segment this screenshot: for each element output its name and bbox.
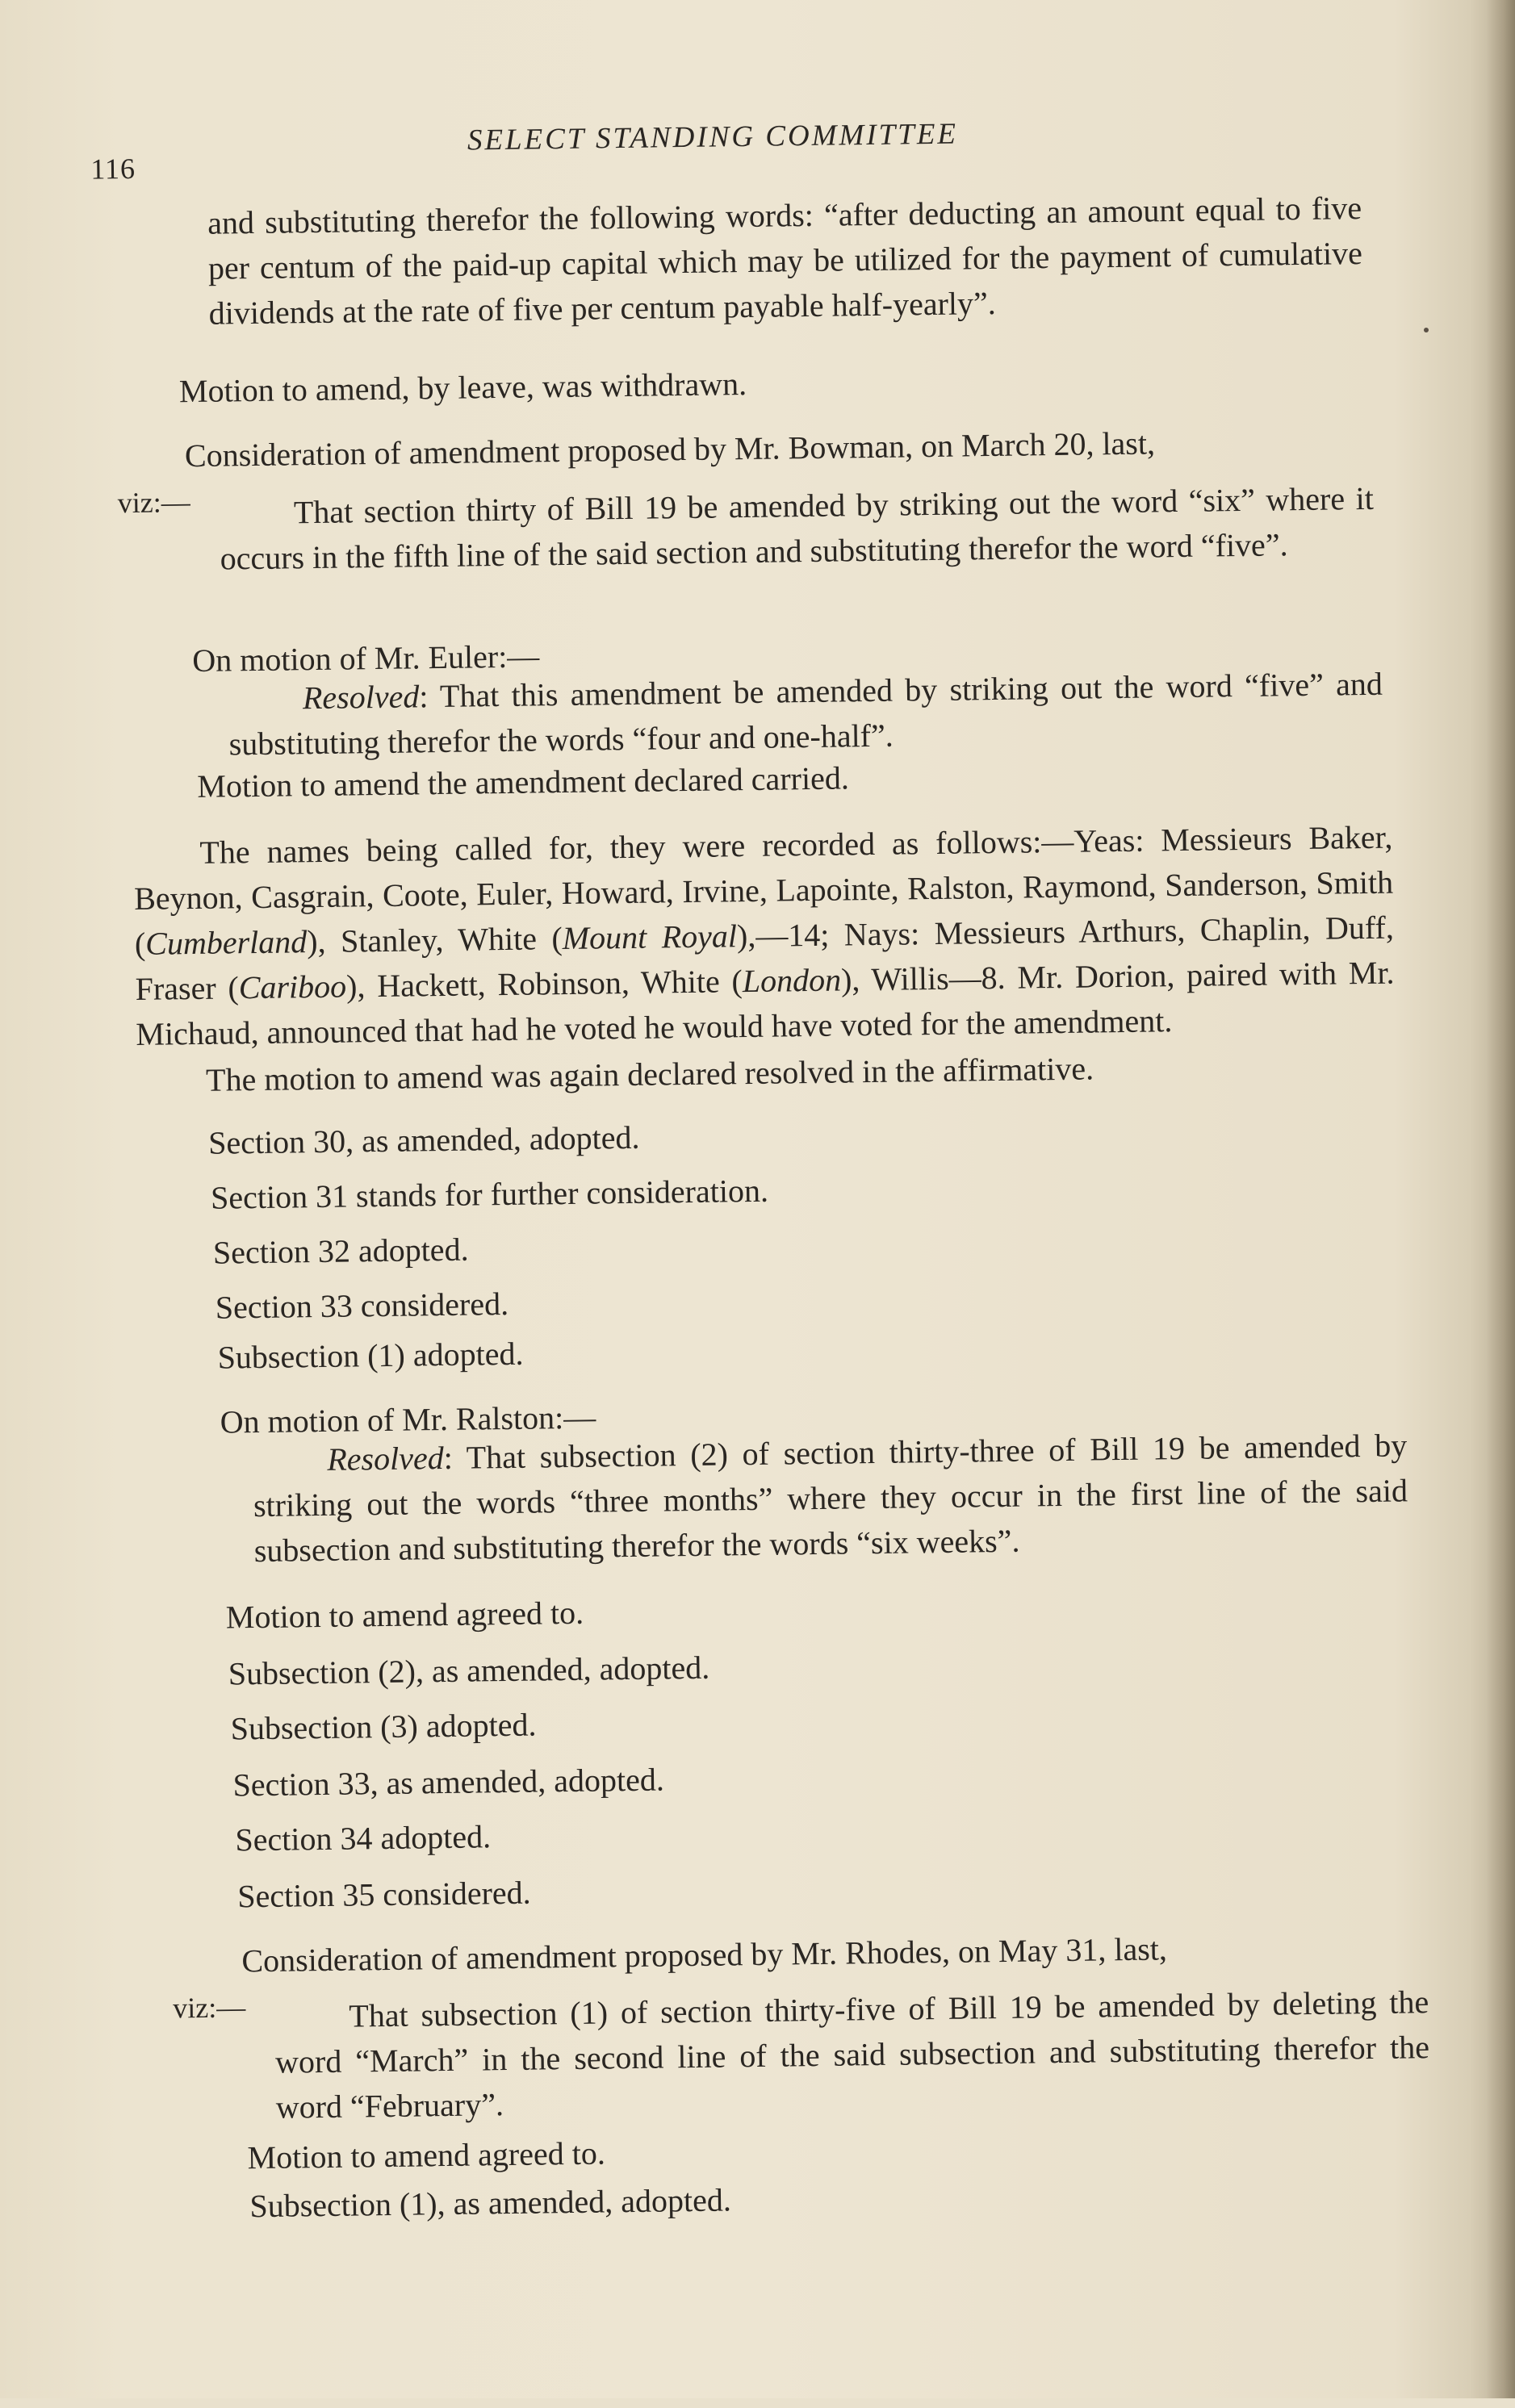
print-speck — [1424, 328, 1429, 332]
paragraph-ralston-resolved — [253, 1423, 1408, 1574]
paragraph-euler-resolved — [228, 662, 1383, 767]
paragraph-subsection-1-adopted: Subsection (1), as amended, adopted. — [249, 2181, 732, 2225]
paragraph-bowman-amendment: Consideration of amendment proposed by Mr. Bowman, on March 20, last, — [184, 424, 1156, 474]
paragraph-motion-agreed-2: Motion to amend agreed to. — [247, 2134, 606, 2176]
paragraph-rhodes-amendment: Consideration of amendment proposed by Mr. Rhodes, on May 31, last, — [241, 1930, 1168, 1979]
paragraph-section-35: Section 35 considered. — [237, 1874, 531, 1915]
paragraph-section-30: Section 30, as amended, adopted. — [207, 1118, 640, 1161]
resolved-label: Resolved — [302, 678, 420, 717]
vote-riding-cumberland: Cumberland — [144, 923, 308, 962]
vote-text-2: ), Stanley, White ( — [306, 920, 563, 960]
viz-label-2: viz:— — [172, 1991, 246, 2025]
paragraph-section-33-adopted: Section 33, as amended, adopted. — [232, 1761, 665, 1804]
vote-riding-cariboo: Cariboo — [238, 968, 347, 1006]
paragraph-motion-agreed-1: Motion to amend agreed to. — [225, 1594, 584, 1636]
resolved-text: : That this amendment be amended by striking out the word “five” and substituting therefor the words “four and one-half”. — [228, 665, 1383, 763]
paragraph-motion-withdrawn: Motion to amend, by leave, was withdrawn. — [178, 365, 747, 410]
paragraph-affirmative: The motion to amend was again declared resolved in the affirmative. — [205, 1050, 1094, 1098]
page-number: 116 — [90, 152, 136, 186]
paragraph-euler-motion: On motion of Mr. Euler:— — [192, 638, 540, 679]
paragraph-ralston-motion: On motion of Mr. Ralston:— — [220, 1398, 596, 1440]
running-head: SELECT STANDING COMMITTEE — [467, 117, 959, 157]
paragraph-section-thirty-five: That subsection (1) of section thirty-five of Bill 19 be amended by deleting the word “March” in the second line of the said subsection and substituting therefor the word “February”. — [274, 1984, 1430, 2126]
vote-riding-mount-royal: Mount Royal — [562, 918, 738, 957]
vote-text-4: ), Hackett, Robinson, White ( — [345, 963, 743, 1005]
vote-text-1: The names being called for, they were recorded as follows:—Yeas: Messieurs Baker, Beynon, Casgrain, Coote, Euler, Howard, Irvine, Lapointe, Ralston, Raymond, Sanderson, Smith ( — [133, 818, 1394, 962]
paragraph-subsection-1: Subsection (1) adopted. — [217, 1335, 524, 1376]
paragraph-substitution: and substituting therefor the following words: “after deducting an amount equal to five per centum of the paid-up capital which may be utilized for the payment of cumulative dividends at the rate of five per centum payable half-yearly”. — [207, 189, 1363, 332]
resolved-label-2: Resolved — [327, 1440, 444, 1478]
paragraph-section-33: Section 33 considered. — [215, 1285, 509, 1326]
vote-text-5: ), Willis—8. Mr. Dorion, paired with Mr. Michaud, announced that had he voted he would have voted for the amendment. — [136, 954, 1395, 1052]
vote-riding-london: London — [742, 961, 842, 1000]
paragraph-section-34: Section 34 adopted. — [235, 1818, 492, 1858]
paragraph-section-31: Section 31 stands for further consideration. — [210, 1172, 769, 1216]
vote-text-3: ),—14; Nays: Messieurs Arthurs, Chaplin, Duff, Fraser ( — [135, 909, 1395, 1007]
paragraph-subsection-3: Subsection (3) adopted. — [230, 1706, 537, 1747]
paragraph-section-32: Section 32 adopted. — [212, 1231, 469, 1271]
resolved-text-2: : That subsection (2) of section thirty-three of Bill 19 be amended by striking out the words “three months” where they occur in the first line of the said subsection and substituting therefor the words “six weeks”. — [253, 1427, 1408, 1570]
paragraph-vote-record — [133, 815, 1396, 1057]
paragraph-amendment-carried: Motion to amend the amendment declared carried. — [197, 759, 850, 805]
paragraph-section-thirty: That section thirty of Bill 19 be amended by striking out the word “six” where it occurs in the fifth line of the said section and substituting therefor the word “five”. — [220, 479, 1375, 577]
paragraph-subsection-2: Subsection (2), as amended, adopted. — [228, 1649, 710, 1692]
viz-label: viz:— — [117, 486, 191, 520]
